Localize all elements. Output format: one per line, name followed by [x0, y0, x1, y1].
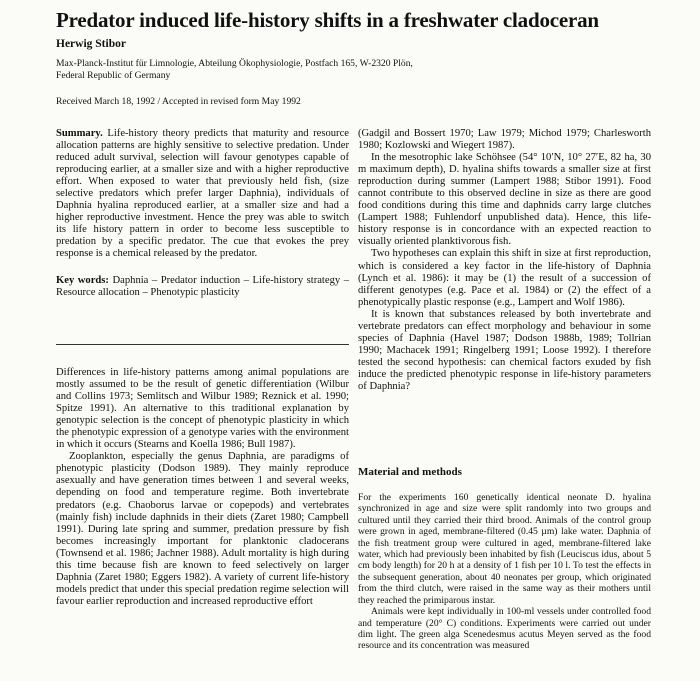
intro-right-column — [358, 128, 651, 393]
intro-paragraph-4: In the mesotrophic lake Schöhsee (54° 10′N, 10° 27′E, 82 ha, 30 m maximum depth), D. hyalina shifts towards a smaller size at first reproduction during summer (Lampert 1988; Stibor 1991). Food cannot contribute to this observed decline in size as there are good food conditions during this time and daphnids carry large clutches (Lampert 1988; Fuhlendorf unpublished data). Hence, this life-history response is in concordance with an expected reaction to visually oriented planktivorous fish. — [358, 152, 651, 248]
methods-heading: Material and methods — [358, 466, 462, 478]
intro-paragraph-1: Differences in life-history patterns among animal populations are mostly assumed to be the result of genetic differentiation (Wilbur and Collins 1973; Semlitsch and Wilbur 1989; Reznick et al. 1990; Spitze 1991). An alternative to this traditional explanation by genotypic selection is the concept of phenotypic plasticity in which the phenotypic expression of a genotype varies with the environment in which it occurs (Stearns and Koella 1986; Bull 1987). — [56, 367, 349, 451]
author-name: Herwig Stibor — [56, 38, 126, 50]
affiliation-line-2: Federal Republic of Germany — [56, 69, 171, 81]
received-dates: Received March 18, 1992 / Accepted in revised form May 1992 — [56, 96, 301, 107]
keywords-text: Daphnia – Predator induction – Life-history strategy – Resource allocation – Phenotypic plasticity — [56, 274, 349, 298]
summary-paragraph — [56, 128, 349, 261]
methods-paragraph-1: For the experiments 160 genetically identical neonate D. hyalina synchronized in age and size were split randomly into two groups and cultured until they carried their third brood. Animals of the control group were grown in aged, membrane-filtered (0.45 µm) lake water. Daphnia of the fish treatment group were cultured in aged, membrane-filtered lake water, which had previously been inhabited by fish (Leuciscus idus, about 5 cm body length) for 20 h at a density of 1 fish per 10 l. To test the effects in the subsequent generation, about 40 neonates per group, which originated from the third clutch, were raised in the same way as their mothers until they reached the primiparous instar. — [358, 492, 651, 606]
intro-left-column — [56, 367, 349, 608]
summary-label: Summary. — [56, 128, 103, 139]
abstract-block — [56, 128, 349, 299]
intro-paragraph-2: Zooplankton, especially the genus Daphnia, are paradigms of phenotypic plasticity (Dodson 1989). They mainly reproduce asexually and have generation times between 1 and several weeks, depending on food and temperature regime. Both invertebrate predators (e.g. Chaoborus larvae or copepods) and vertebrates (mainly fish) include daphnids in their diets (Zaret 1980; Campbell 1991). During late spring and summer, predation pressure by fish becomes increasingly important for planktonic cladocerans (Townsend et al. 1986; Jachner 1988). Adult mortality is high during this time because fish are known to feed selectively on larger Daphnia (Zaret 1980; Eggers 1982). A variety of current life-history models predict that under this special predation regime selection will favour earlier reproduction and increased reproductive effort — [56, 451, 349, 607]
affiliation — [56, 58, 476, 81]
methods-section — [358, 466, 651, 652]
intro-paragraph-5: Two hypotheses can explain this shift in size at first reproduction, which is considered a key factor in the life-history of Daphnia (Lynch et al. 1986): it may be (1) the result of a succession of different genotypes (e.g. Pace et al. 1984) or (2) the effect of a phenotypically plastic response (e.g., Lampert and Wolf 1986). — [358, 248, 651, 308]
methods-paragraph-2: Animals were kept individually in 100-ml vessels under controlled food and temperature (20° C) conditions. Experiments were carried out under dim light. The green alga Scenedesmus acutus Meyen served as the food resource and its concentration was measured — [358, 606, 651, 652]
intro-paragraph-6: It is known that substances released by both invertebrate and vertebrate predators can effect morphology and behaviour in some species of Daphnia (Havel 1987; Dodson 1988b, 1989; Tollrian 1990; Machacek 1991; Ringelberg 1991; Loose 1992). I therefore tested the second hypothesis: can chemical factors exuded by fish induce the predicted phenotypic response in life-history parameters of Daphnia? — [358, 308, 651, 392]
paper-title: Predator induced life-history shifts in a freshwater cladoceran — [56, 8, 599, 32]
abstract-divider — [56, 344, 349, 345]
keywords-paragraph — [56, 275, 349, 299]
summary-text: Life-history theory predicts that maturity and resource allocation patterns are highly sensitive to selective predation. Under reduced adult survival, selection will favour genotypes capable of reproducing earlier, at a smaller size and with a higher reproductive effort. When exposed to water that previously held fish, (size selective predators which prefer larger Daphnia), individuals of Daphnia hyalina reproduced earlier, at a smaller size and had a higher reproductive investment. Hence the prey was able to switch its life history pattern in order to become less susceptible to predation by a specific predator. The cue that evokes the prey response is a chemical released by the predator. — [56, 128, 349, 260]
keywords-label: Key words: — [56, 274, 109, 286]
intro-paragraph-3: (Gadgil and Bossert 1970; Law 1979; Michod 1979; Charlesworth 1980; Kozlowski and Wiegert 1987). — [358, 128, 651, 152]
affiliation-line-1: Max-Planck-Institut für Limnologie, Abteilung Ökophysiologie, Postfach 165, W-2320 Plön, — [56, 58, 413, 69]
